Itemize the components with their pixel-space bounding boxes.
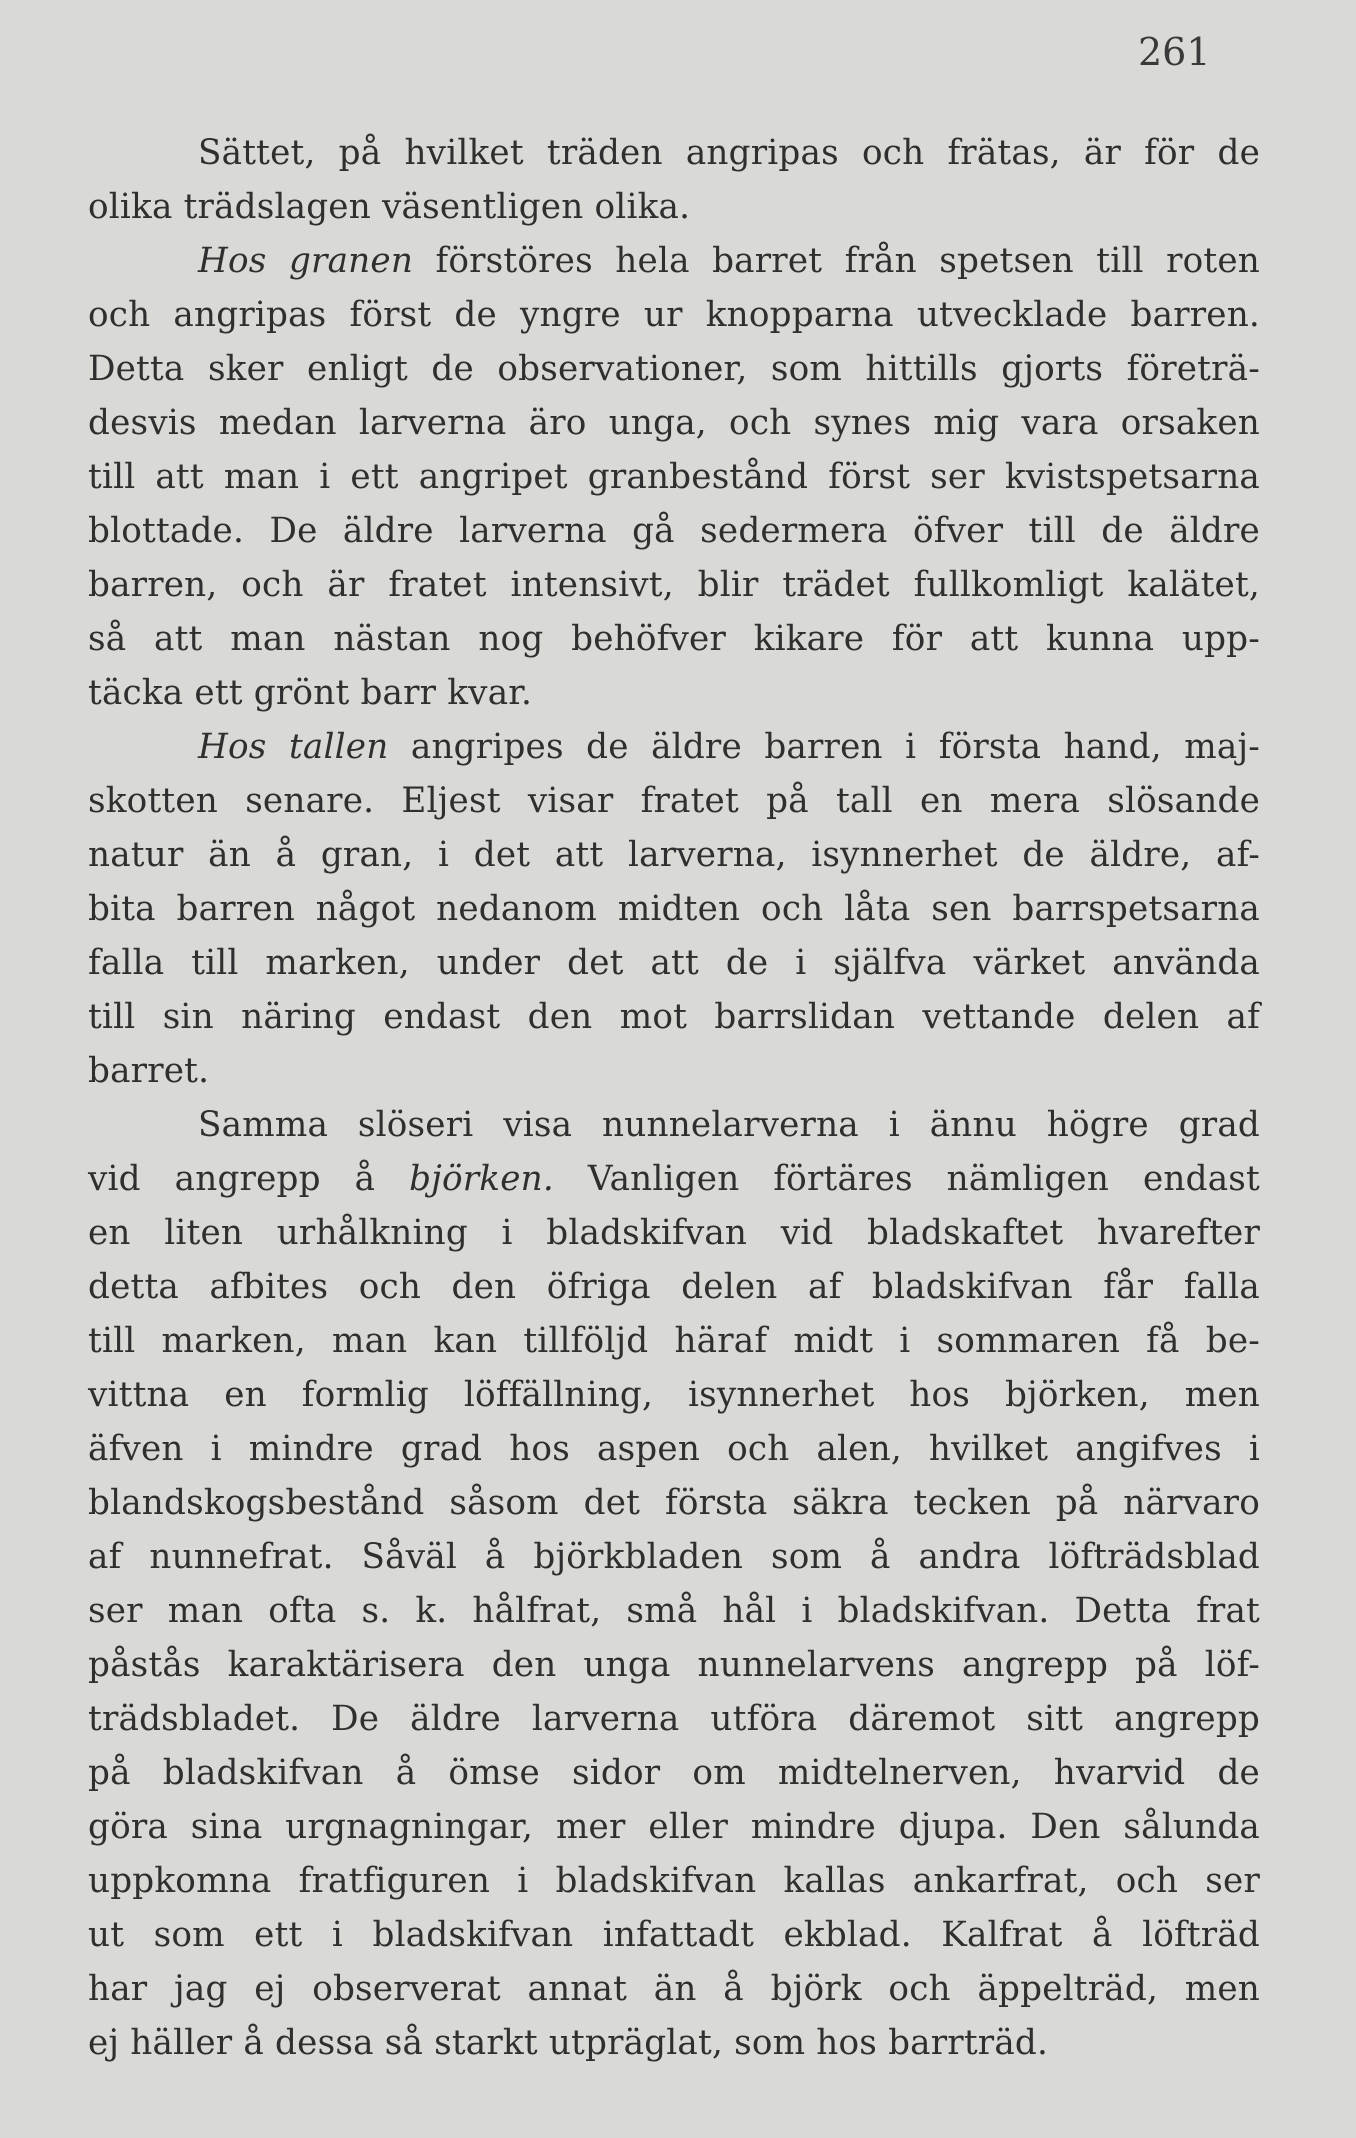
text-segment: Sättet, på hvilket träden angripas och frätas, är för de <box>198 133 1260 173</box>
text-segment: bita barren något nedanom midten och låta sen barrspetsarna <box>88 889 1260 929</box>
text-segment: ser man ofta s. k. hålfrat, små hål i bladskifvan. Detta frat <box>88 1591 1260 1631</box>
text-segment: så att man nästan nog behöfver kikare för att kunna upp- <box>88 619 1260 659</box>
text-line <box>88 342 1260 396</box>
text-line <box>88 1476 1260 1530</box>
text-line <box>88 1854 1260 1908</box>
text-segment: en liten urhålkning i bladskifvan vid bladskaftet hvarefter <box>88 1213 1260 1253</box>
text-segment: Vanligen förtäres nämligen endast <box>553 1159 1260 1199</box>
text-segment: blandskogsbestånd såsom det första säkra tecken på närvaro <box>88 1483 1260 1523</box>
text-line <box>88 558 1260 612</box>
text-segment: angripes de äldre barren i första hand, maj- <box>388 727 1260 767</box>
text-line <box>88 1206 1260 1260</box>
text-segment: detta afbites och den öfriga delen af bladskifvan får falla <box>88 1267 1260 1307</box>
text-segment: har jag ej observerat annat än å björk och äppelträd, men <box>88 1969 1260 2009</box>
text-segment: förstöres hela barret från spetsen till roten <box>413 241 1261 281</box>
text-segment: uppkomna fratfiguren i bladskifvan kallas ankarfrat, och ser <box>88 1861 1260 1901</box>
text-segment: ej häller å dessa så starkt utpräglat, som hos barrträd. <box>88 2023 1049 2063</box>
text-segment: Detta sker enligt de observationer, som hittills gjorts företrä- <box>88 349 1260 389</box>
text-line <box>88 1908 1260 1962</box>
text-line <box>88 828 1260 882</box>
italic-text: Hos tallen <box>198 727 389 767</box>
text-segment: falla till marken, under det att de i själfva värket använda <box>88 943 1260 983</box>
text-line <box>88 396 1260 450</box>
text-line <box>88 990 1260 1044</box>
text-line <box>88 1044 1260 1098</box>
text-segment: till marken, man kan tillföljd häraf midt i sommaren få be- <box>88 1321 1260 1361</box>
italic-text: björken. <box>409 1159 554 1199</box>
text-line <box>88 1152 1260 1206</box>
text-line <box>88 288 1260 342</box>
text-line <box>88 1422 1260 1476</box>
text-line <box>88 2016 1260 2070</box>
text-segment: desvis medan larverna äro unga, och synes mig vara orsaken <box>88 403 1260 443</box>
text-segment: göra sina urgnagningar, mer eller mindre djupa. Den sålunda <box>88 1807 1260 1847</box>
text-line <box>88 504 1260 558</box>
text-segment: till att man i ett angripet granbestånd först ser kvistspetsarna <box>88 457 1260 497</box>
text-line <box>88 1800 1260 1854</box>
text-segment: på bladskifvan å ömse sidor om midtelnerven, hvarvid de <box>88 1753 1260 1793</box>
text-segment: till sin näring endast den mot barrslidan vettande delen af <box>88 997 1260 1037</box>
text-segment: Samma slöseri visa nunnelarverna i ännu högre grad <box>198 1105 1260 1145</box>
text-line <box>88 1584 1260 1638</box>
text-segment: påstås karaktärisera den unga nunnelarvens angrepp på löf- <box>88 1645 1260 1685</box>
text-line <box>88 1962 1260 2016</box>
text-line <box>88 1314 1260 1368</box>
text-segment: täcka ett grönt barr kvar. <box>88 673 533 713</box>
text-segment: blottade. De äldre larverna gå sedermera öfver till de äldre <box>88 511 1260 551</box>
text-line <box>88 936 1260 990</box>
text-segment: vid angrepp å <box>88 1159 410 1199</box>
text-segment: ut som ett i bladskifvan infattadt ekblad. Kalfrat å löfträd <box>88 1915 1260 1955</box>
page-number: 261 <box>1138 30 1211 74</box>
text-line <box>88 612 1260 666</box>
text-line <box>88 666 1260 720</box>
text-segment: barret. <box>88 1051 210 1091</box>
text-segment: olika trädslagen väsentligen olika. <box>88 187 691 227</box>
text-line <box>88 180 1260 234</box>
text-line <box>88 882 1260 936</box>
text-segment: äfven i mindre grad hos aspen och alen, hvilket angifves i <box>88 1429 1260 1469</box>
text-line <box>88 1368 1260 1422</box>
text-line <box>88 1530 1260 1584</box>
text-line <box>88 234 1260 288</box>
text-segment: skotten senare. Eljest visar fratet på tall en mera slösande <box>88 781 1260 821</box>
text-segment: af nunnefrat. Såväl å björkbladen som å andra löfträdsblad <box>88 1537 1260 1577</box>
text-segment: vittna en formlig löffällning, isynnerhet hos björken, men <box>88 1375 1260 1415</box>
text-segment: och angripas först de yngre ur knopparna utvecklade barren. <box>88 295 1260 335</box>
text-segment: trädsbladet. De äldre larverna utföra däremot sitt angrepp <box>88 1699 1260 1739</box>
text-line <box>88 774 1260 828</box>
text-line <box>88 1638 1260 1692</box>
italic-text: Hos granen <box>198 241 414 281</box>
text-line <box>88 126 1260 180</box>
text-line <box>88 450 1260 504</box>
text-segment: barren, och är fratet intensivt, blir trädet fullkomligt kalätet, <box>88 565 1260 605</box>
text-line <box>88 1692 1260 1746</box>
body-text <box>88 126 1260 2070</box>
text-line <box>88 1746 1260 1800</box>
text-line <box>88 720 1260 774</box>
text-line <box>88 1260 1260 1314</box>
text-line <box>88 1098 1260 1152</box>
text-segment: natur än å gran, i det att larverna, isynnerhet de äldre, af- <box>88 835 1260 875</box>
